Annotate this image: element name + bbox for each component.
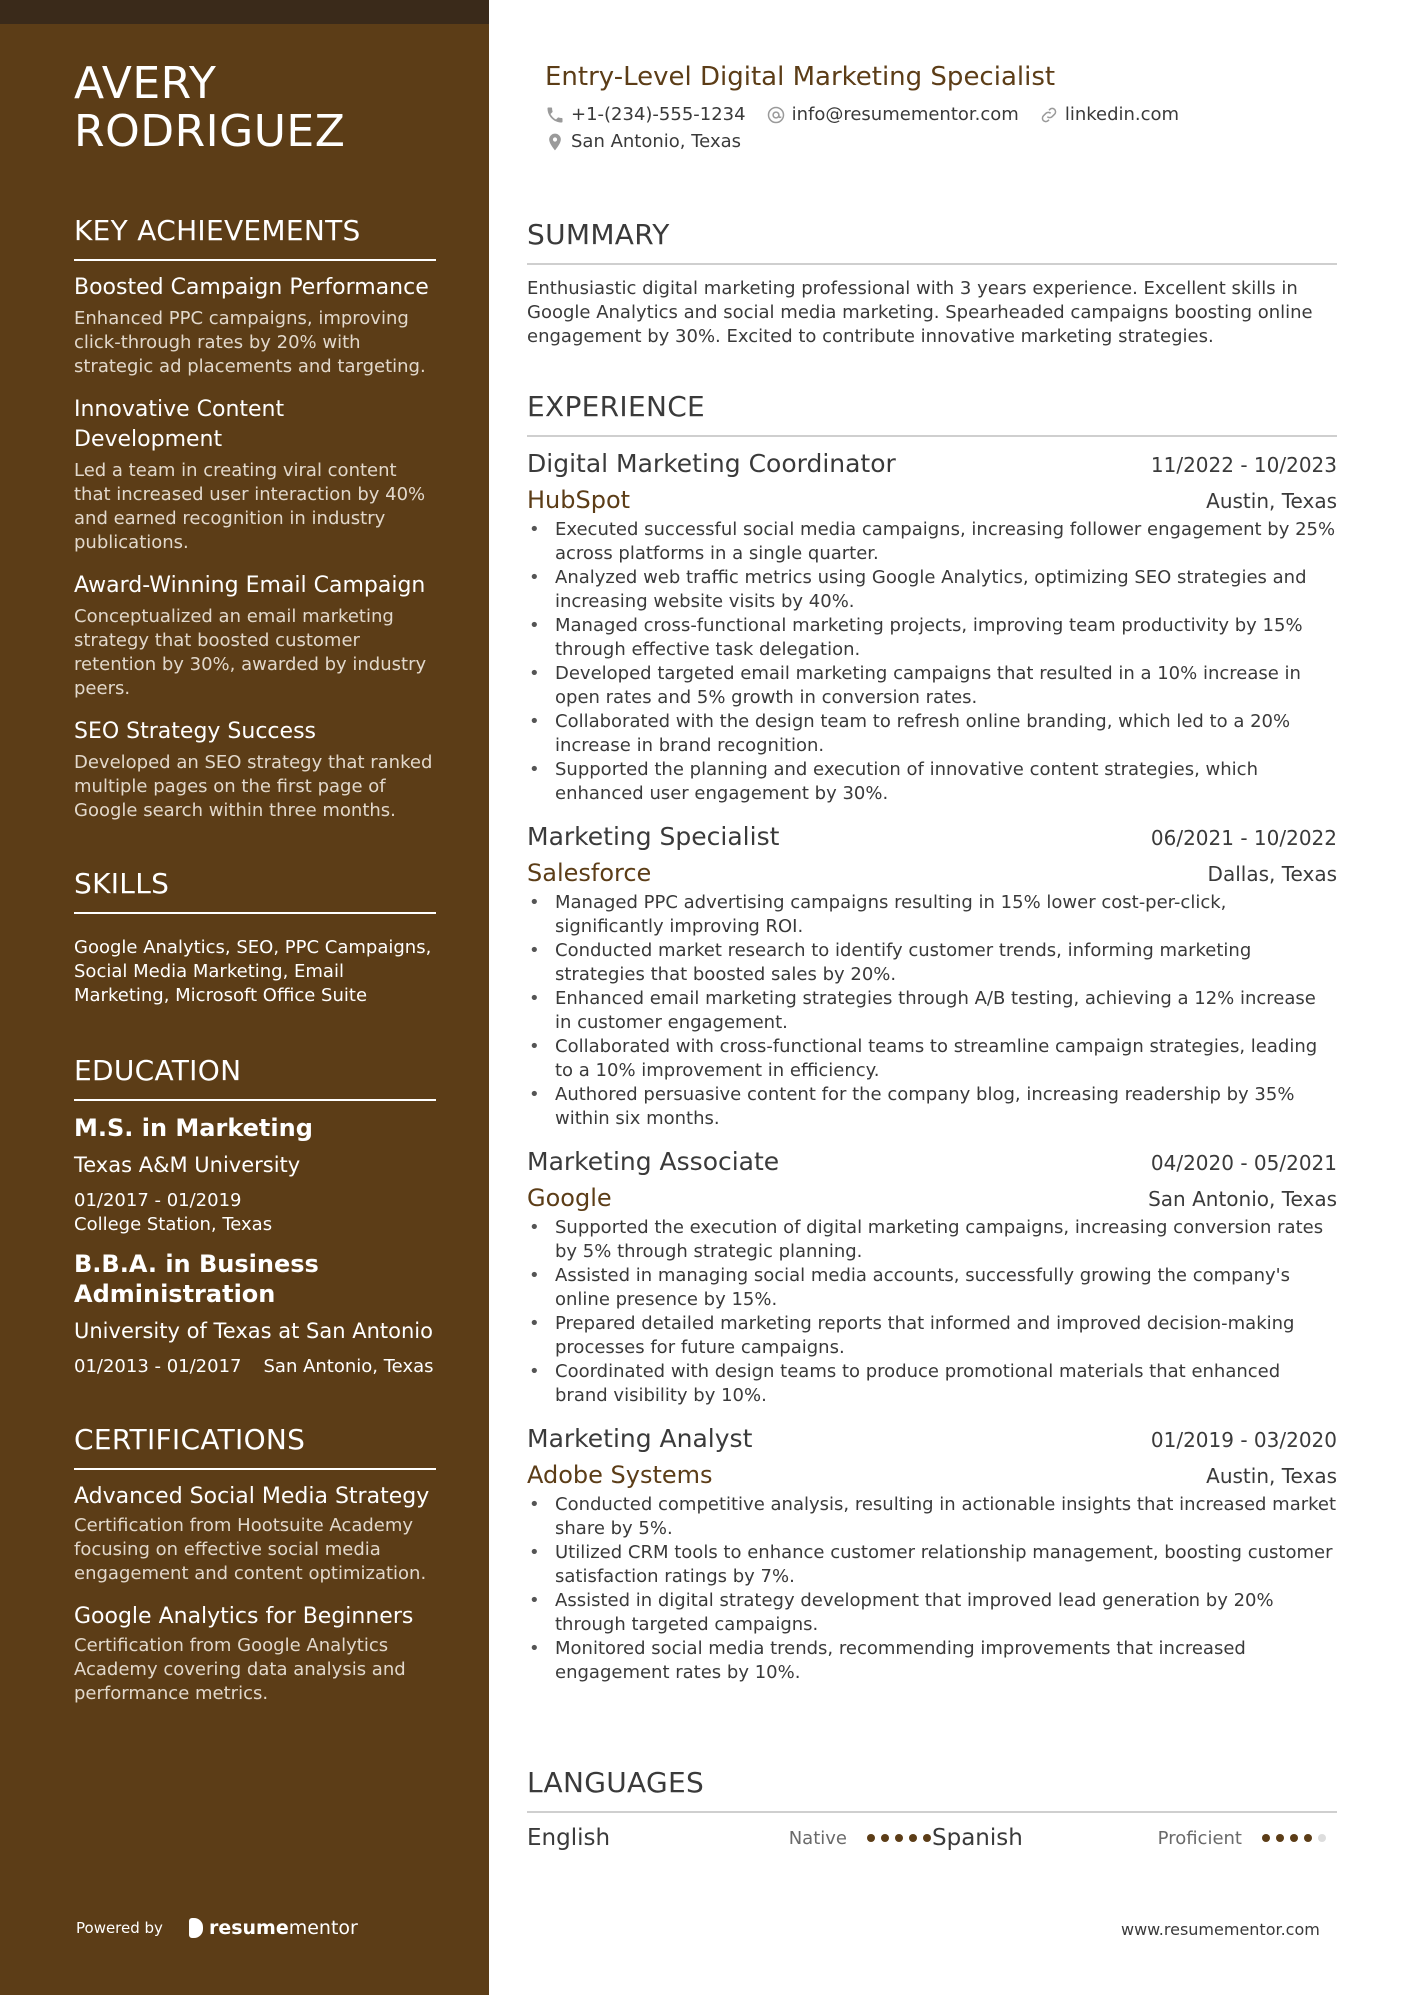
brand-logo[interactable]: [189, 1917, 358, 1939]
job-bullets: [527, 1493, 1337, 1685]
language-rating: [1262, 1834, 1326, 1842]
contact-email[interactable]: [766, 104, 1019, 125]
job-bullet: • Assisted in digital strategy development that improved lead generation by 20% through targeted campaigns.: [527, 1589, 1337, 1637]
summary-section: [527, 218, 1337, 349]
rating-dot-filled: [909, 1834, 917, 1842]
at-icon: [766, 105, 786, 125]
experience-section: [527, 390, 1337, 1685]
job-bullet: • Supported the planning and execution of innovative content strategies, which enhanced user engagement by 30%.: [527, 758, 1337, 806]
job-bullet: • Collaborated with the design team to refresh online branding, which led to a 20% increase in brand recognition.: [527, 710, 1337, 758]
education-item: [74, 1113, 436, 1237]
education-degree: M.S. in Marketing: [74, 1114, 313, 1142]
achievement-desc: Enhanced PPC campaigns, improving click-through rates by 20% with strategic ad placements and targeting.: [74, 308, 426, 377]
job-bullet: • Conducted competitive analysis, resulting in actionable insights that increased market share by 5%.: [527, 1493, 1337, 1541]
job-bullet: • Prepared detailed marketing reports that informed and improved decision-making processes for future campaigns.: [527, 1312, 1337, 1360]
job-company-row: [527, 486, 1337, 514]
contact-phone[interactable]: [545, 104, 746, 125]
language-level: Proficient: [1157, 1827, 1242, 1849]
language-rating: [867, 1834, 931, 1842]
education-location: San Antonio, Texas: [263, 1356, 434, 1377]
rating-dot-filled: [867, 1834, 875, 1842]
achievement-title: Innovative Content Development: [74, 397, 285, 452]
job-company: Google: [527, 1184, 612, 1212]
job-location: Dallas, Texas: [1207, 862, 1337, 886]
phone-text: +1-(234)-555-1234: [571, 104, 746, 125]
languages-heading: LANGUAGES: [527, 1766, 1337, 1813]
job-bullet: • Executed successful social media campaigns, increasing follower engagement by 25% across platforms in a single quarter.: [527, 518, 1337, 566]
phone-icon: [545, 105, 565, 125]
job-header-row: [527, 822, 1337, 851]
job-bullet: • Coordinated with design teams to produce promotional materials that enhanced brand visibility by 10%.: [527, 1360, 1337, 1408]
rating-dot-filled: [1304, 1834, 1312, 1842]
rating-dot-filled: [1262, 1834, 1270, 1842]
job-company: HubSpot: [527, 486, 631, 514]
rating-dot-filled: [895, 1834, 903, 1842]
job-entry: [527, 822, 1337, 1131]
certification-title: Google Analytics for Beginners: [74, 1604, 414, 1629]
job-role: Marketing Specialist: [527, 822, 780, 851]
job-header-row: [527, 1424, 1337, 1453]
skills-heading: SKILLS: [74, 867, 436, 914]
education-meta-row: [74, 1355, 436, 1379]
rating-dot-filled: [1276, 1834, 1284, 1842]
job-bullet: • Collaborated with cross-functional teams to streamline campaign strategies, leading to a 10% improvement in efficiency.: [527, 1035, 1337, 1083]
link-icon: [1039, 105, 1059, 125]
rating-dot-filled: [881, 1834, 889, 1842]
job-bullet: • Enhanced email marketing strategies through A/B testing, achieving a 12% increase in customer engagement.: [527, 987, 1337, 1035]
experience-heading: EXPERIENCE: [527, 390, 1337, 437]
job-bullet: • Developed targeted email marketing campaigns that resulted in a 10% increase in open rates and 5% growth in conversion rates.: [527, 662, 1337, 710]
location-pin-icon: [545, 132, 565, 152]
languages-section: [527, 1766, 1337, 1851]
education-dates: 01/2013 - 01/2017: [74, 1356, 242, 1377]
job-role: Marketing Analyst: [527, 1424, 753, 1453]
achievements-heading: KEY ACHIEVEMENTS: [74, 214, 436, 261]
certification-item: [74, 1602, 436, 1706]
language-name: English: [527, 1825, 611, 1851]
job-entry: [527, 449, 1337, 806]
skills-section: [74, 867, 436, 1008]
language-name: Spanish: [932, 1825, 1023, 1851]
job-role: Digital Marketing Coordinator: [527, 449, 896, 478]
certification-item: [74, 1482, 436, 1586]
job-header-row: [527, 449, 1337, 478]
brand-mark-icon: [189, 1918, 203, 1938]
job-location: Austin, Texas: [1206, 1464, 1337, 1488]
job-bullet: • Managed PPC advertising campaigns resulting in 15% lower cost-per-click, significantly improving ROI.: [527, 891, 1337, 939]
powered-by-label: Powered by: [76, 1919, 163, 1937]
achievements-section: [74, 214, 436, 823]
candidate-name: [74, 60, 436, 156]
last-name: RODRIGUEZ: [74, 106, 346, 157]
achievement-title: Boosted Campaign Performance: [74, 275, 429, 300]
job-company-row: [527, 1184, 1337, 1212]
job-company-row: [527, 859, 1337, 887]
job-entry: [527, 1424, 1337, 1685]
certifications-heading: CERTIFICATIONS: [74, 1423, 436, 1470]
sidebar-content: [74, 60, 436, 1722]
target-job-title: Entry-Level Digital Marketing Specialist: [545, 62, 1056, 92]
linkedin-text: linkedin.com: [1064, 104, 1180, 125]
job-dates: 11/2022 - 10/2023: [1150, 453, 1337, 477]
sidebar: [0, 0, 489, 1995]
job-entry: [527, 1147, 1337, 1408]
sidebar-top-band: [0, 0, 489, 24]
header: [545, 62, 1325, 152]
language-level: Native: [788, 1827, 847, 1849]
job-bullet: • Utilized CRM tools to enhance customer relationship management, boosting customer satisfaction ratings by 7%.: [527, 1541, 1337, 1589]
contact-linkedin[interactable]: [1039, 104, 1179, 125]
job-bullets: [527, 891, 1337, 1131]
certification-title: Advanced Social Media Strategy: [74, 1484, 430, 1509]
achievement-desc: Led a team in creating viral content that increased user interaction by 40% and earned recognition in industry publications.: [74, 460, 426, 553]
job-location: San Antonio, Texas: [1148, 1187, 1337, 1211]
education-school: Texas A&M University: [74, 1153, 301, 1177]
job-bullets: [527, 1216, 1337, 1408]
job-bullet: • Monitored social media trends, recommending improvements that increased engagement rates by 10%.: [527, 1637, 1337, 1685]
education-location: College Station, Texas: [74, 1214, 273, 1235]
skills-list: Google Analytics, SEO, PPC Campaigns, Social Media Marketing, Email Marketing, Microsoft Office Suite: [74, 937, 432, 1006]
achievement-desc: Conceptualized an email marketing strategy that boosted customer retention by 30%, awarded by industry peers.: [74, 606, 427, 699]
education-section: [74, 1054, 436, 1379]
achievement-item: [74, 717, 436, 823]
first-name: AVERY: [74, 58, 217, 109]
job-company: Adobe Systems: [527, 1461, 713, 1489]
education-heading: EDUCATION: [74, 1054, 436, 1101]
email-text: info@resumementor.com: [791, 104, 1019, 125]
job-dates: 04/2020 - 05/2021: [1150, 1151, 1337, 1175]
job-bullet: • Supported the execution of digital marketing campaigns, increasing conversion rates by 5% through strategic planning.: [527, 1216, 1337, 1264]
languages-row: [527, 1825, 1337, 1851]
job-dates: 06/2021 - 10/2022: [1150, 826, 1337, 850]
certification-desc: Certification from Hootsuite Academy focusing on effective social media engagement and content optimization.: [74, 1515, 427, 1584]
powered-by: [76, 1917, 358, 1939]
contact-list: [545, 104, 1205, 152]
rating-dot-filled: [923, 1834, 931, 1842]
job-bullets: [527, 518, 1337, 806]
achievement-title: Award-Winning Email Campaign: [74, 573, 426, 598]
job-role: Marketing Associate: [527, 1147, 780, 1176]
achievement-desc: Developed an SEO strategy that ranked multiple pages on the first page of Google search within three months.: [74, 752, 433, 821]
achievement-item: [74, 273, 436, 379]
education-school: University of Texas at San Antonio: [74, 1319, 433, 1343]
location-text: San Antonio, Texas: [571, 131, 741, 152]
summary-text: Enthusiastic digital marketing professional with 3 years experience. Excellent skills in Google Analytics and social media marketing. Spearheaded campaigns boosting online engagement by 30%. Excited to contribute innovative marketing strategies.: [527, 278, 1313, 347]
brand-name-bold: resume: [208, 1917, 289, 1939]
education-dates: 01/2017 - 01/2019: [74, 1190, 242, 1211]
rating-dot-empty: [1318, 1834, 1326, 1842]
brand-name-thin: mentor: [288, 1917, 358, 1939]
job-company: Salesforce: [527, 859, 652, 887]
job-location: Austin, Texas: [1206, 489, 1337, 513]
certification-desc: Certification from Google Analytics Academy covering data analysis and performance metrics.: [74, 1635, 406, 1704]
rating-dot-filled: [1290, 1834, 1298, 1842]
job-bullet: • Managed cross-functional marketing projects, improving team productivity by 15% through effective task delegation.: [527, 614, 1337, 662]
language-item: [932, 1825, 1337, 1851]
education-degree: B.B.A. in Business Administration: [74, 1250, 319, 1308]
job-bullet: • Authored persuasive content for the company blog, increasing readership by 35% within six months.: [527, 1083, 1337, 1131]
job-header-row: [527, 1147, 1337, 1176]
summary-heading: SUMMARY: [527, 218, 1337, 265]
contact-location: [545, 131, 741, 152]
footer-url[interactable]: www.resumementor.com: [1121, 1920, 1320, 1939]
achievement-title: SEO Strategy Success: [74, 719, 316, 744]
language-item: [527, 1825, 932, 1851]
job-dates: 01/2019 - 03/2020: [1150, 1428, 1337, 1452]
achievement-item: [74, 571, 436, 701]
achievement-item: [74, 395, 436, 555]
job-bullet: • Conducted market research to identify customer trends, informing marketing strategies that boosted sales by 20%.: [527, 939, 1337, 987]
job-bullet: • Analyzed web traffic metrics using Google Analytics, optimizing SEO strategies and increasing website visits by 40%.: [527, 566, 1337, 614]
job-company-row: [527, 1461, 1337, 1489]
job-bullet: • Assisted in managing social media accounts, successfully growing the company's online presence by 15%.: [527, 1264, 1337, 1312]
certifications-section: [74, 1423, 436, 1706]
education-item: [74, 1249, 436, 1379]
